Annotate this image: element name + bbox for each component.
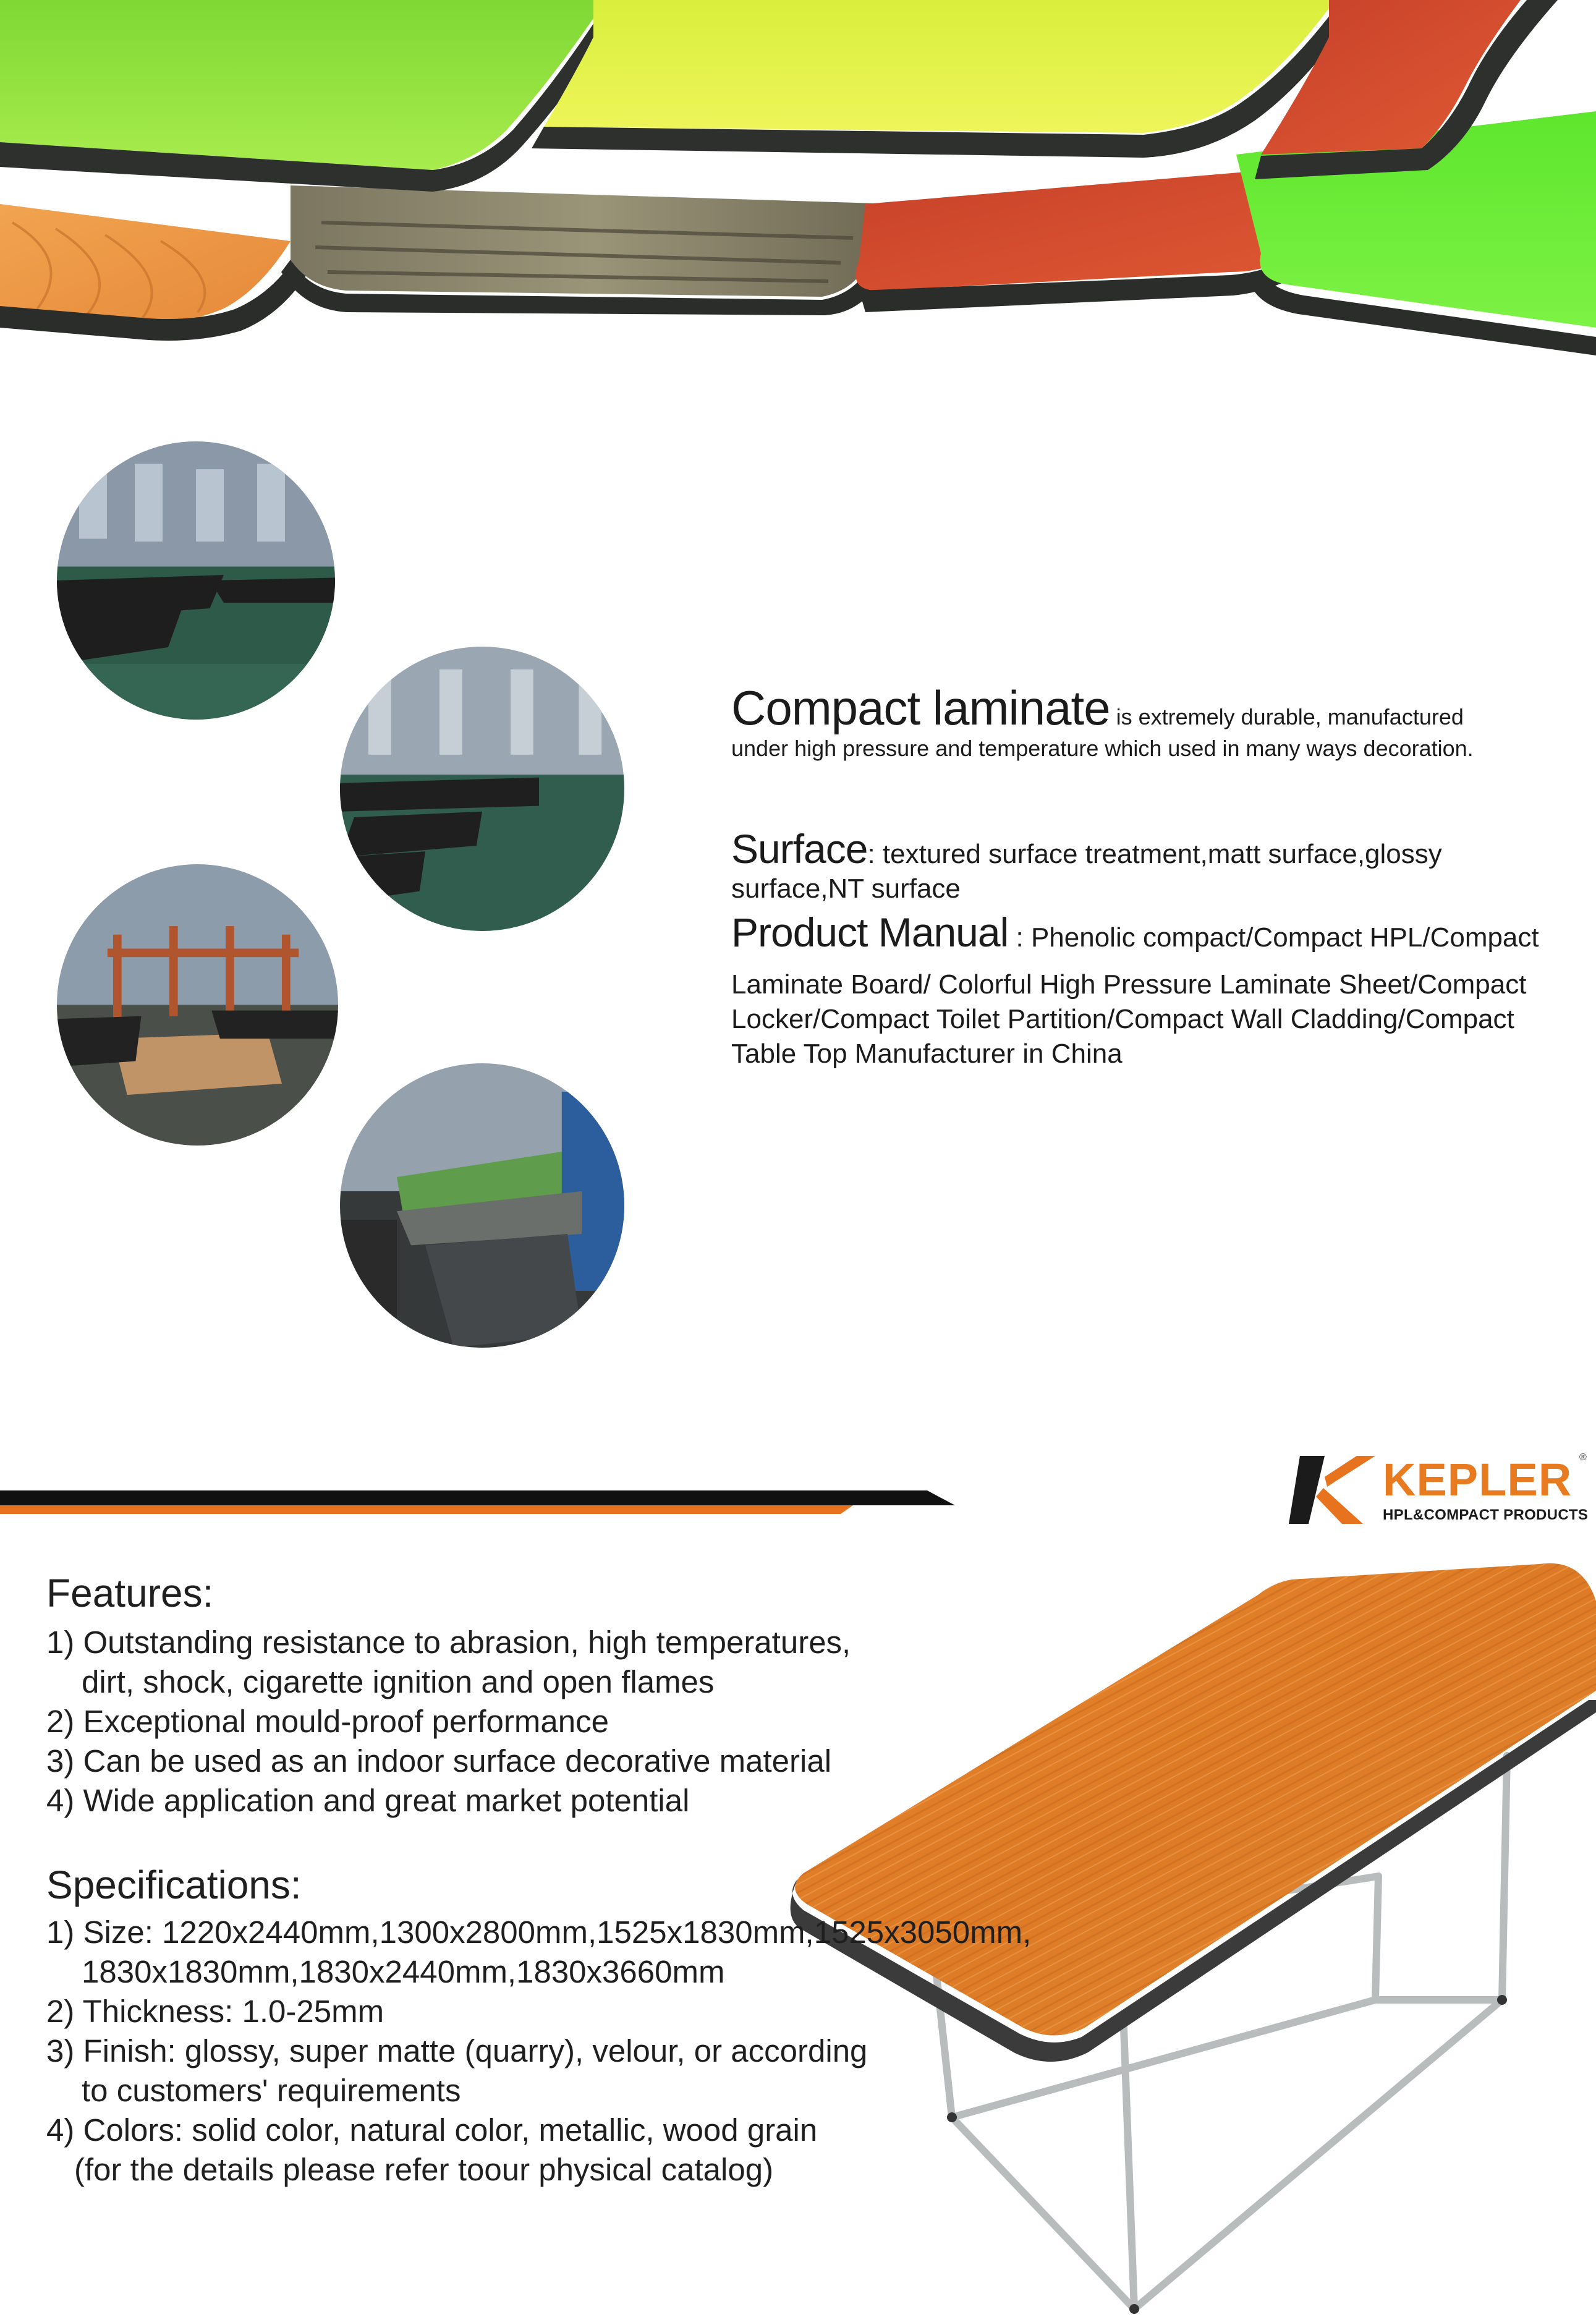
manual-rest: : Phenolic compact/Compact HPL/Compact [1008, 922, 1539, 953]
feature-item-2: 2) Exceptional mould-proof performance [46, 1704, 609, 1739]
features-title: Features: [46, 1571, 214, 1615]
factory-photo-1 [57, 441, 335, 720]
spec-item-thickness: 2) Thickness: 1.0-25mm [46, 1994, 384, 2029]
logo-registered-mark: ® [1579, 1452, 1587, 1463]
spec-item-finish: 3) Finish: glossy, super matte (quarry), velour, or according [46, 2033, 868, 2068]
intro-heading-rest: is extremely durable, manufactured [1110, 704, 1464, 729]
manual-paragraph [731, 909, 1590, 1071]
feature-item-3: 3) Can be used as an indoor surface decorative material [46, 1743, 832, 1779]
spec-item-size: 1) Size: 1220x2440mm,1300x2800mm,1525x1830mm,1525x3050mm, [46, 1915, 1032, 1950]
feature-item-4: 4) Wide application and great market potential [46, 1783, 690, 1818]
specifications-list [46, 1913, 1031, 2190]
surface-rest: : textured surface treatment,matt surface,glossy [867, 839, 1442, 869]
manual-line2: Laminate Board/ Colorful High Pressure Laminate Sheet/Compact [731, 969, 1527, 1000]
feature-item-1-cont: dirt, shock, cigarette ignition and open flames [82, 1664, 715, 1699]
surface-line2: surface,NT surface [731, 873, 961, 904]
section-divider [0, 1481, 964, 1518]
surface-paragraph [731, 825, 1590, 904]
factory-photo-3 [57, 864, 338, 1146]
surface-label: Surface [731, 826, 868, 872]
spec-item-colors: 4) Colors: solid color, natural color, metallic, wood grain [46, 2112, 818, 2148]
intro-line2: under high pressure and temperature which used in many ways decoration. [731, 736, 1474, 762]
factory-photo-4 [340, 1063, 624, 1348]
hero-laminate-samples-image [0, 0, 1596, 371]
manual-label: Product Manual [731, 909, 1009, 955]
spec-item-finish-cont: to customers' requirements [82, 2073, 461, 2108]
logo-brand-text: KEPLER [1383, 1454, 1573, 1505]
kepler-logo [1289, 1450, 1592, 1530]
manual-line3: Locker/Compact Toilet Partition/Compact Wall Cladding/Compact [731, 1004, 1514, 1034]
intro-paragraph [731, 680, 1590, 762]
logo-tagline: HPL&COMPACT PRODUCTS [1383, 1507, 1589, 1523]
spec-item-colors-cont: (for the details please refer toour physical catalog) [74, 2152, 774, 2187]
kepler-logo-mark [1289, 1450, 1382, 1530]
factory-photo-2 [340, 647, 624, 931]
specifications-title: Specifications: [46, 1863, 302, 1907]
features-list [46, 1623, 851, 1821]
manual-line4: Table Top Manufacturer in China [731, 1039, 1123, 1069]
spec-item-size-cont: 1830x1830mm,1830x2440mm,1830x3660mm [82, 1954, 725, 1989]
intro-heading: Compact laminate [731, 681, 1110, 735]
feature-item-1: 1) Outstanding resistance to abrasion, high temperatures, [46, 1625, 851, 1660]
